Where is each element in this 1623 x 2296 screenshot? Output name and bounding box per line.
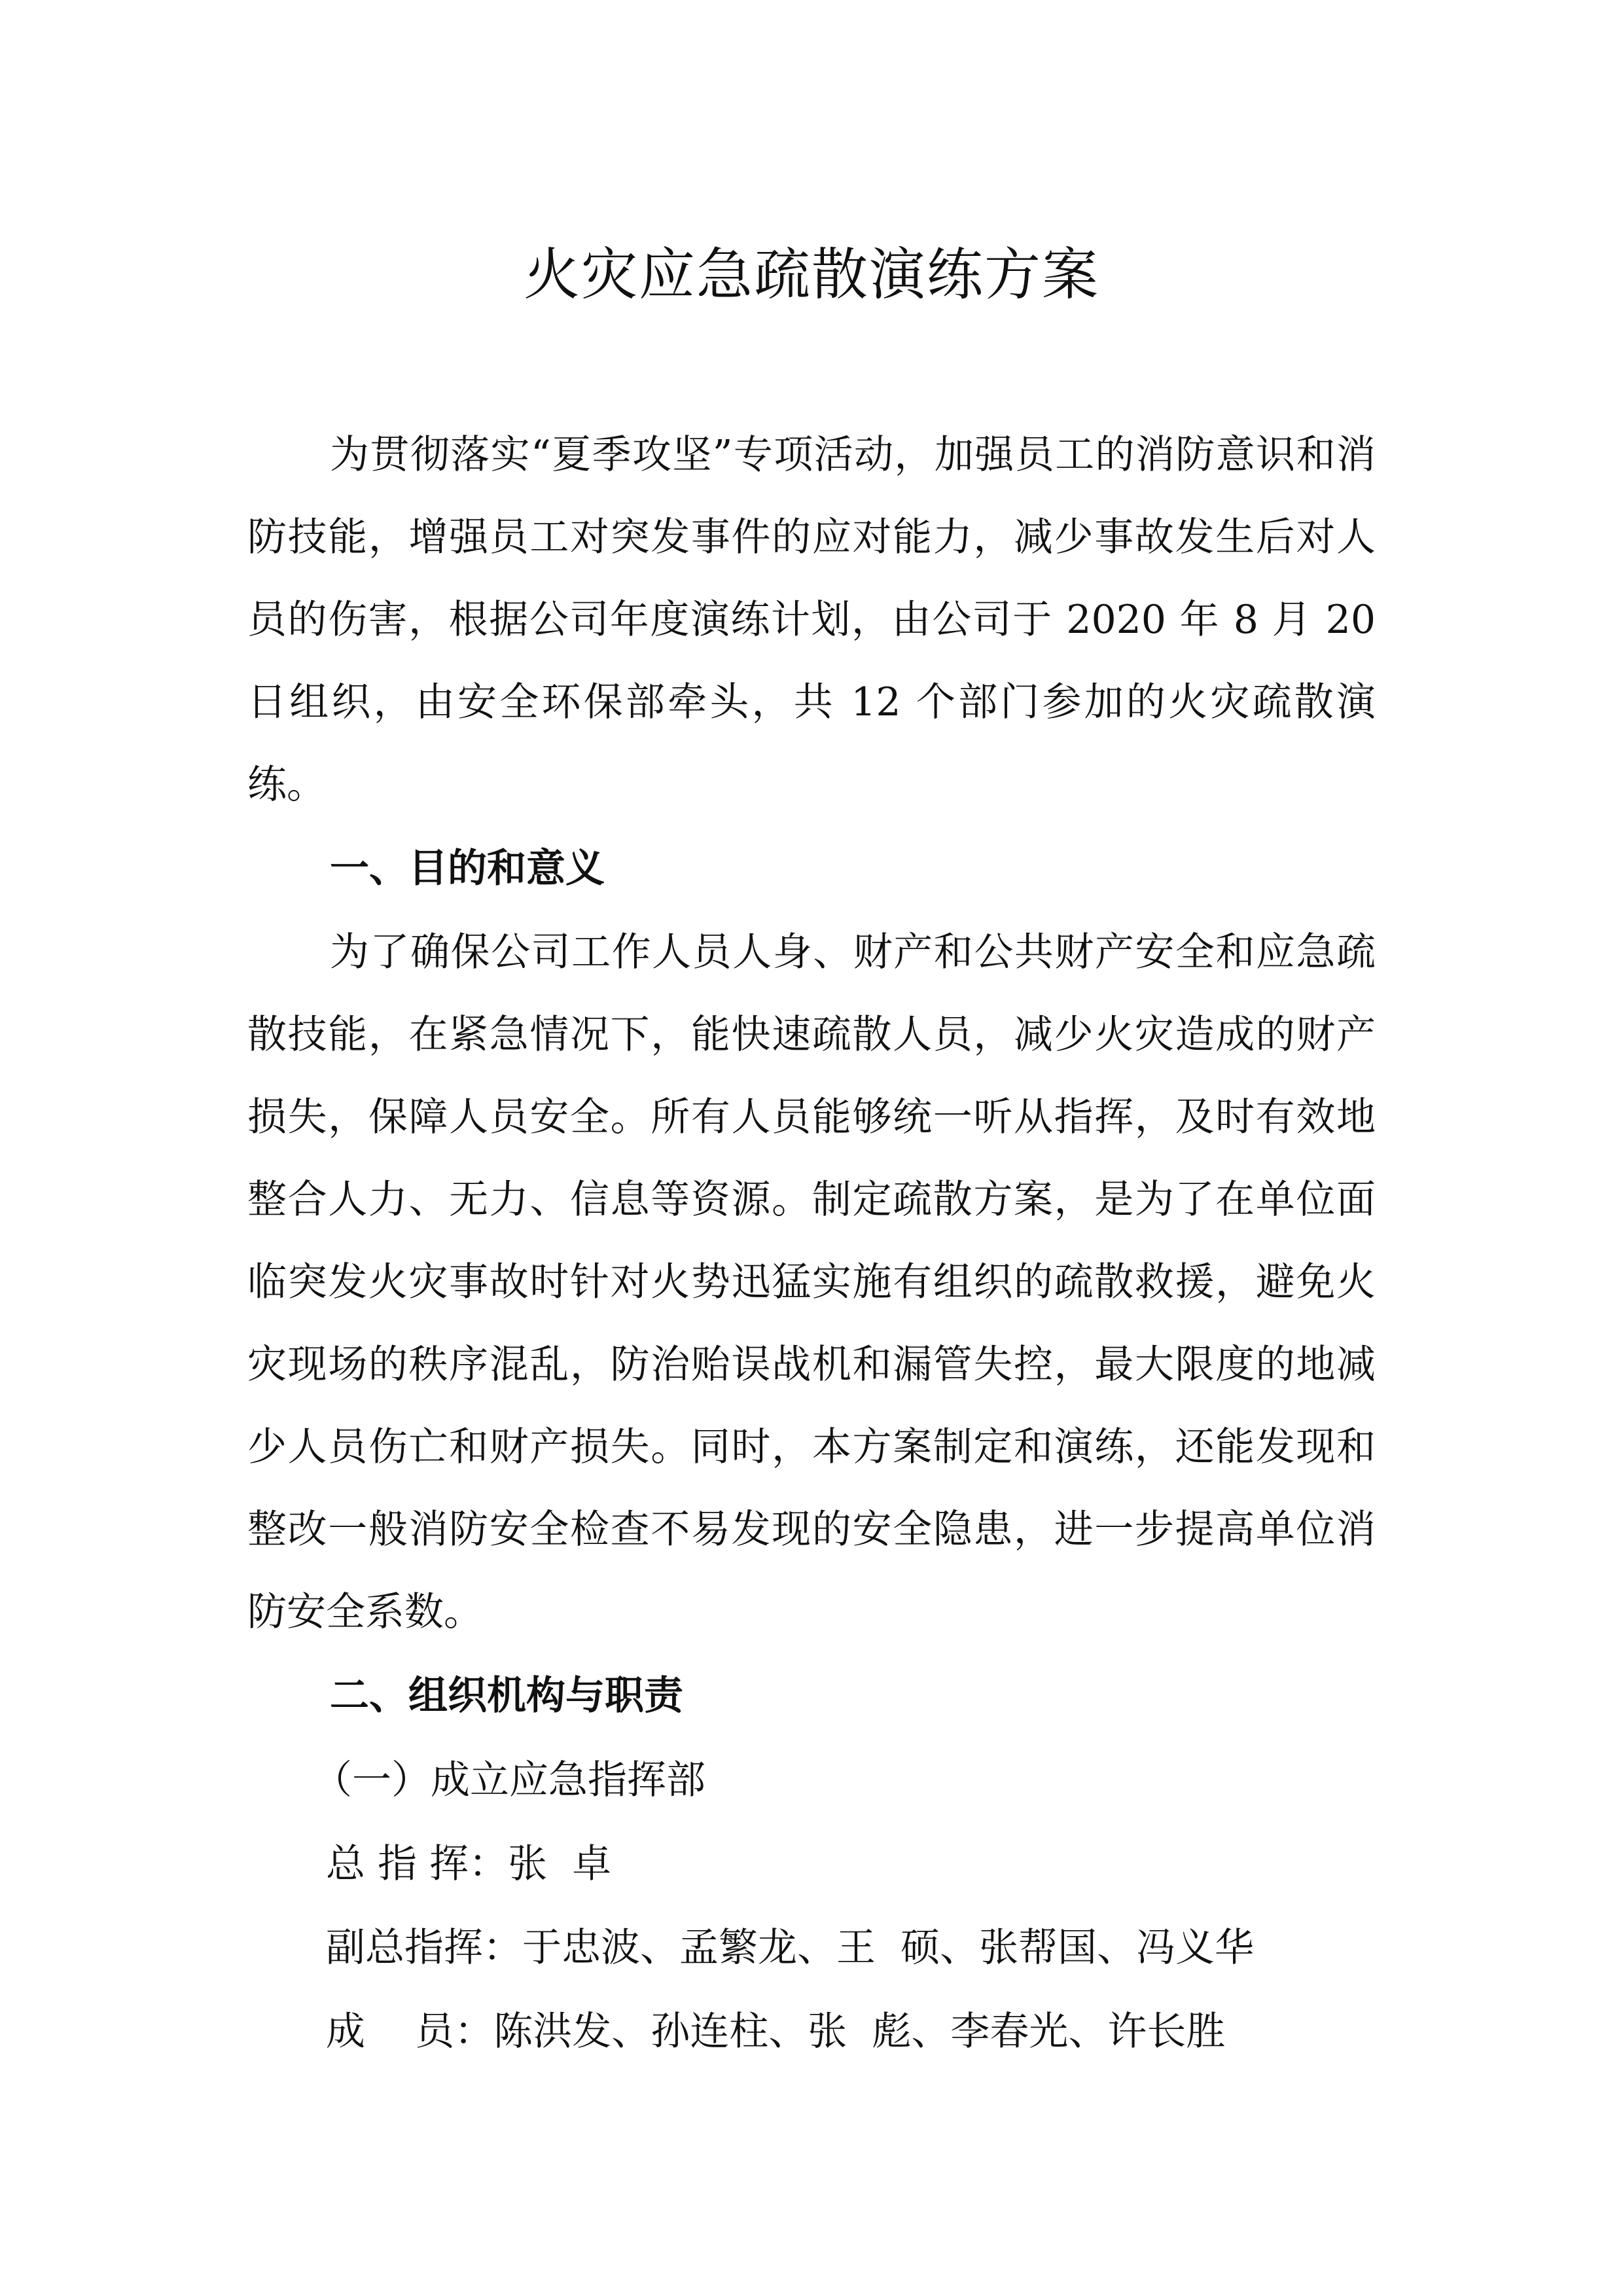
- section-2-subheading: （一）成立应急指挥部: [313, 1757, 705, 1803]
- document-title: 火灾应急疏散演练方案: [524, 242, 1099, 308]
- commander-line: 总 指 挥：张 卓: [326, 1841, 612, 1887]
- section-1-heading: 一、目的和意义: [330, 846, 605, 891]
- members-line: 成 员：陈洪发、孙连柱、张 彪、李春光、许长胜: [326, 2009, 1226, 2054]
- document-body: [247, 414, 1376, 2073]
- intro-paragraph: 为贯彻落实“夏季攻坚”专项活动，加强员工的消防意识和消防技能，增强员工对突发事件的应对能力，减少事故发生后对人员的伤害，根据公司年度演练计划，由公司于 2020 年 8 月 20 日组织，由安全环保部牵头，共 12 个部门参加的火灾疏散演练。: [247, 432, 1376, 808]
- section-2-heading: 二、组织机构与职责: [330, 1673, 683, 1719]
- deputy-commander-line: 副总指挥：于忠波、孟繁龙、王 硕、张帮国、冯义华: [326, 1925, 1255, 1971]
- section-1-paragraph: 为了确保公司工作人员人身、财产和公共财产安全和应急疏散技能，在紧急情况下，能快速疏散人员，减少火灾造成的财产损失，保障人员安全。所有人员能够统一听从指挥，及时有效地整合人力、无力、信息等资源。制定疏散方案，是为了在单位面临突发火灾事故时针对火势迅猛实施有组织的疏散救援，避免火灾现场的秩序混乱，防治贻误战机和漏管失控，最大限度的地减少人员伤亡和财产损失。同时，本方案制定和演练，还能发现和整改一般消防安全检查不易发现的安全隐患，进一步提高单位消防安全系数。: [247, 929, 1376, 1635]
